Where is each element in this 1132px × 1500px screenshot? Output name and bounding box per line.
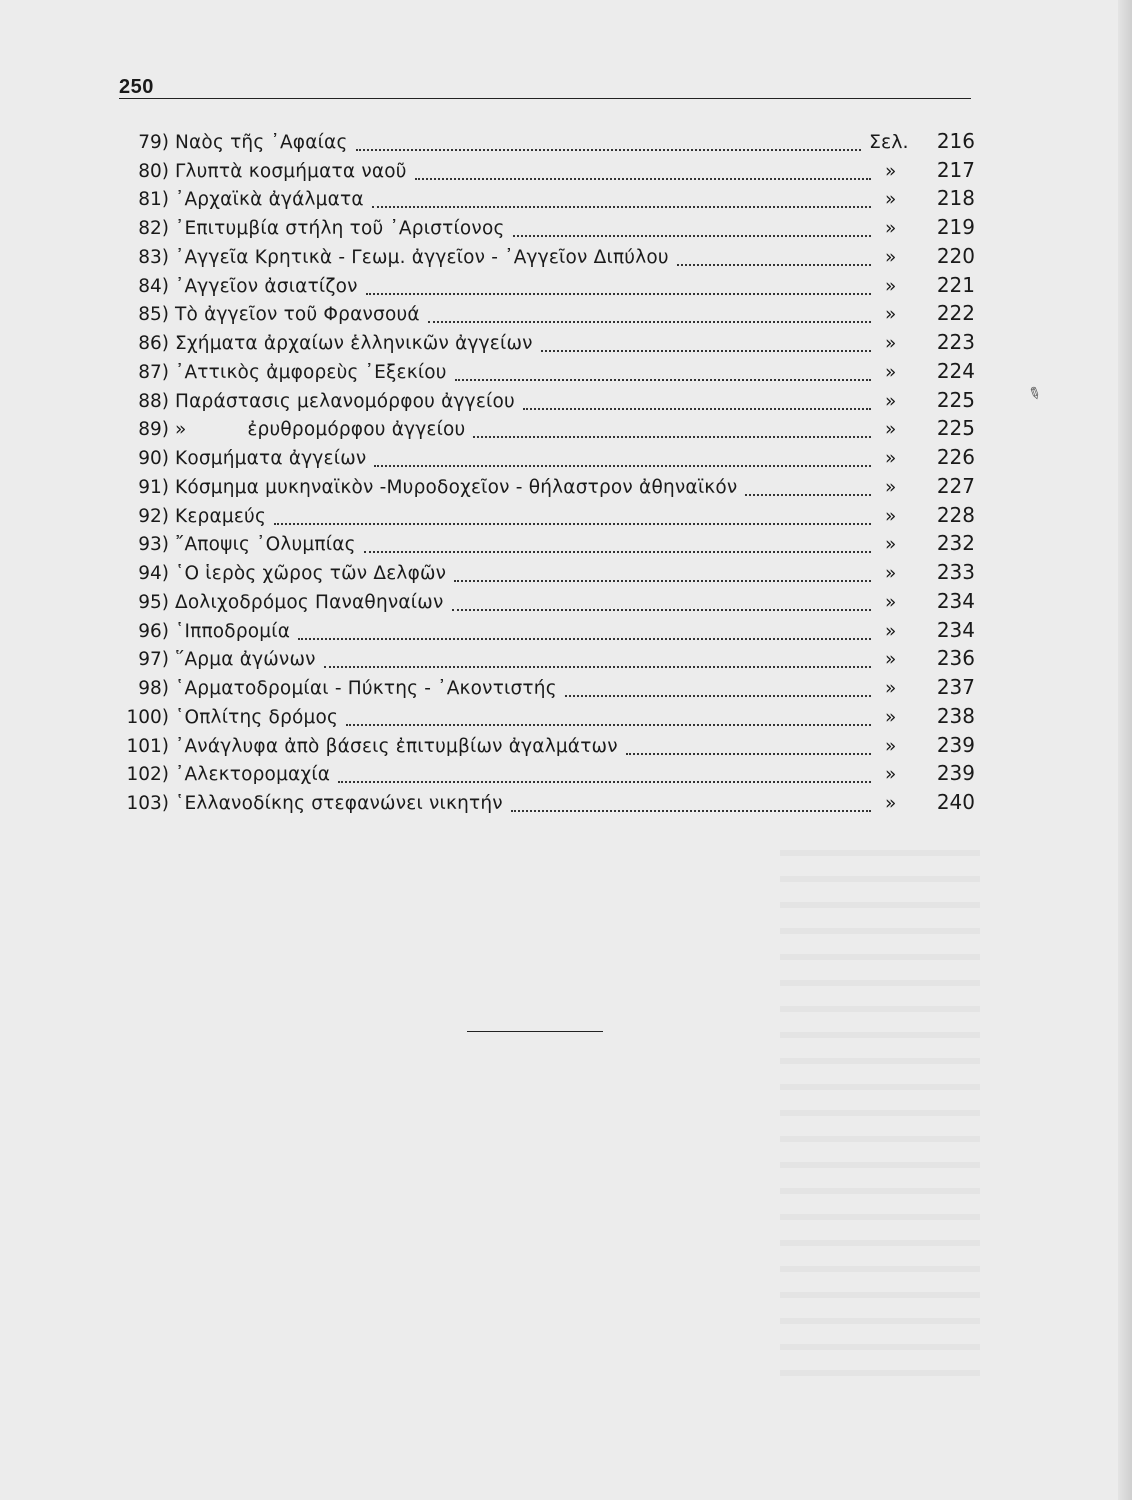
- dot-leader: [372, 206, 871, 208]
- page-label: »: [885, 361, 897, 383]
- bleed-through-shadow: [780, 830, 980, 1390]
- dot-leader: [452, 609, 872, 611]
- toc-entry: [119, 212, 979, 241]
- entry-number: 90): [138, 448, 169, 469]
- toc-entry: [119, 701, 979, 730]
- page-label: »: [885, 563, 897, 584]
- entry-number: 101): [126, 735, 169, 757]
- page-number: 250: [119, 76, 154, 98]
- entry-page-number: 239: [936, 732, 975, 757]
- entry-title: Δολιχοδρόμος Παναθηναίων: [175, 591, 444, 613]
- page-label: »: [885, 333, 897, 354]
- entry-page-number: 219: [936, 215, 975, 239]
- page-label: »: [885, 649, 897, 671]
- entry-number: 87): [138, 361, 169, 383]
- entry-number: 95): [138, 591, 169, 613]
- entry-title: ῾Ο ἱερὸς χῶρος τῶν Δελφῶν: [175, 563, 447, 584]
- page-label: »: [885, 591, 897, 613]
- dot-leader: [338, 781, 871, 783]
- entry-page-number: 226: [936, 445, 975, 469]
- entry-page-number: 238: [936, 703, 975, 728]
- page-edge-shadow: [1118, 0, 1132, 1500]
- page-label: »: [885, 390, 897, 412]
- entry-number: 88): [138, 390, 169, 412]
- dot-leader: [541, 350, 871, 352]
- entry-page-number: 233: [936, 560, 975, 584]
- entry-page-number: 239: [936, 761, 975, 786]
- toc-entry: [119, 586, 979, 615]
- entry-title: Παράστασις μελανομόρφου ἀγγείου: [175, 390, 515, 412]
- page-label: »: [885, 620, 897, 642]
- entry-title: ῾Οπλίτης δρόμος: [175, 706, 339, 728]
- page-label: »: [885, 793, 897, 814]
- entry-page-number: 236: [936, 646, 975, 671]
- toc-entry: [119, 155, 979, 184]
- entry-title: ῎Αποψις ᾿Ολυμπίας: [175, 534, 356, 556]
- entry-number: 96): [138, 620, 169, 642]
- entry-page-number: 220: [936, 243, 975, 268]
- dot-leader: [511, 810, 871, 812]
- page-label: »: [885, 448, 897, 469]
- entry-title: ᾿Αλεκτορομαχία: [175, 764, 331, 786]
- entry-title: Ναὸς τῆς ᾿Αφαίας: [175, 131, 348, 153]
- page-label: »: [885, 218, 897, 239]
- entry-title: Κεραμεύς: [175, 505, 267, 527]
- entry-number: 79): [138, 131, 169, 153]
- toc-entry: [119, 644, 979, 673]
- entry-title: ᾿Αττικὸς ἀμφορεὺς ᾿Εξεκίου: [175, 361, 447, 383]
- entry-title: ῾Ιπποδρομία: [175, 620, 291, 642]
- entry-page-number: 232: [936, 531, 975, 556]
- dot-leader: [415, 178, 871, 180]
- dot-leader: [523, 408, 871, 410]
- entry-page-number: 225: [936, 416, 975, 441]
- dot-leader: [565, 695, 871, 697]
- entry-title: » ἐρυθρομόρφου ἀγγείου: [175, 419, 466, 441]
- page-label: »: [885, 678, 897, 699]
- page-label: »: [885, 476, 897, 498]
- page-label: »: [885, 735, 897, 757]
- entry-page-number: 221: [936, 272, 975, 297]
- header-rule: [119, 98, 971, 99]
- entry-page-number: 222: [936, 301, 975, 326]
- entry-title: ᾿Επιτυμβία στήλη τοῦ ᾿Αριστίονος: [175, 218, 505, 239]
- entry-page-number: 217: [936, 157, 975, 182]
- entry-page-number: 224: [936, 358, 975, 383]
- entry-title: Γλυπτὰ κοσμήματα ναοῦ: [175, 160, 407, 182]
- dot-leader: [626, 753, 871, 755]
- dot-leader: [374, 465, 871, 467]
- entry-number: 93): [138, 534, 169, 556]
- page-label: »: [885, 304, 897, 326]
- page-label: Σελ.: [869, 130, 909, 153]
- toc-entry: [119, 615, 979, 644]
- toc-entry: [119, 270, 979, 299]
- toc-entry: [119, 126, 979, 155]
- entry-title: ᾿Αγγεῖα Κρητικὰ - Γεωμ. ἀγγεῖον - ᾿Αγγεῖον Διπύλου: [175, 246, 669, 268]
- entry-title: ᾿Αρχαϊκὰ ἀγάλματα: [175, 189, 364, 211]
- entry-number: 83): [138, 246, 169, 268]
- toc-entry: [119, 327, 979, 356]
- toc-entry: [119, 672, 979, 701]
- entry-title: ῾Ελλανοδίκης στεφανώνει νικητήν: [175, 793, 503, 814]
- entry-page-number: 225: [936, 387, 975, 412]
- entry-number: 91): [138, 476, 169, 498]
- entry-number: 94): [138, 563, 169, 584]
- entry-page-number: 228: [936, 502, 975, 527]
- entry-page-number: 234: [936, 588, 975, 613]
- toc-entry: [119, 356, 979, 385]
- toc-entry: [119, 184, 979, 213]
- entry-number: 81): [138, 189, 169, 211]
- page-label: »: [885, 246, 897, 268]
- entry-page-number: 216: [936, 128, 975, 153]
- dot-leader: [745, 494, 871, 496]
- ink-speck-mark: ✎: [1024, 382, 1045, 405]
- dot-leader: [455, 379, 871, 381]
- toc-entry: [119, 557, 979, 586]
- page-label: »: [885, 534, 897, 556]
- toc-entry: [119, 500, 979, 529]
- entry-page-number: 227: [936, 473, 975, 498]
- toc-entry: [119, 241, 979, 270]
- entry-number: 92): [138, 505, 169, 527]
- page-label: »: [885, 160, 897, 182]
- table-of-contents: [119, 126, 979, 816]
- page-label: »: [885, 419, 897, 441]
- dot-leader: [274, 523, 871, 525]
- toc-entry: [119, 442, 979, 471]
- dot-leader: [454, 580, 871, 582]
- page-label: »: [885, 505, 897, 527]
- entry-number: 100): [126, 706, 169, 728]
- dot-leader: [513, 235, 871, 237]
- entry-page-number: 223: [936, 330, 975, 354]
- entry-number: 80): [138, 160, 169, 182]
- entry-number: 85): [138, 304, 169, 326]
- dot-leader: [346, 724, 871, 726]
- entry-title: Σχήματα ἀρχαίων ἑλληνικῶν ἀγγείων: [175, 333, 533, 354]
- entry-title: Κόσμημα μυκηναϊκὸν -Μυροδοχεῖον - θήλαστρον ἀθηναϊκόν: [175, 476, 738, 498]
- dot-leader: [473, 436, 871, 438]
- entry-title: ῞Αρμα ἀγώνων: [175, 649, 316, 671]
- dot-leader: [677, 264, 871, 266]
- toc-entry: [119, 759, 979, 788]
- entry-page-number: 240: [936, 790, 975, 814]
- entry-number: 86): [138, 333, 169, 354]
- entry-number: 98): [138, 678, 169, 699]
- entry-page-number: 234: [936, 617, 975, 642]
- entry-title: ᾿Ανάγλυφα ἀπὸ βάσεις ἐπιτυμβίων ἀγαλμάτων: [175, 735, 618, 757]
- entry-page-number: 237: [936, 675, 975, 699]
- entry-number: 102): [126, 764, 169, 786]
- dot-leader: [324, 666, 871, 668]
- dot-leader: [356, 149, 861, 151]
- entry-page-number: 218: [936, 186, 975, 211]
- toc-entry: [119, 385, 979, 414]
- dot-leader: [364, 551, 871, 553]
- entry-number: 89): [138, 419, 169, 441]
- end-rule: [467, 1031, 603, 1032]
- entry-title: Κοσμήματα ἀγγείων: [175, 448, 367, 469]
- toc-entry: [119, 730, 979, 759]
- entry-number: 82): [138, 218, 169, 239]
- entry-number: 103): [126, 793, 169, 814]
- dot-leader: [428, 321, 871, 323]
- entry-title: ᾿Αγγεῖον ἀσιατίζον: [175, 275, 358, 297]
- page-label: »: [885, 275, 897, 297]
- toc-entry: [119, 471, 979, 500]
- dot-leader: [366, 293, 871, 295]
- entry-number: 84): [138, 275, 169, 297]
- toc-entry: [119, 787, 979, 816]
- page-label: »: [885, 189, 897, 211]
- page-label: »: [885, 764, 897, 786]
- toc-entry: [119, 299, 979, 328]
- entry-title: Τὸ ἀγγεῖον τοῦ Φρανσουά: [175, 304, 420, 326]
- dot-leader: [298, 638, 871, 640]
- toc-entry: [119, 414, 979, 443]
- entry-title: ῾Αρματοδρομίαι - Πύκτης - ᾿Ακοντιστής: [175, 678, 557, 699]
- toc-entry: [119, 529, 979, 558]
- entry-number: 97): [138, 649, 169, 671]
- page-label: »: [885, 706, 897, 728]
